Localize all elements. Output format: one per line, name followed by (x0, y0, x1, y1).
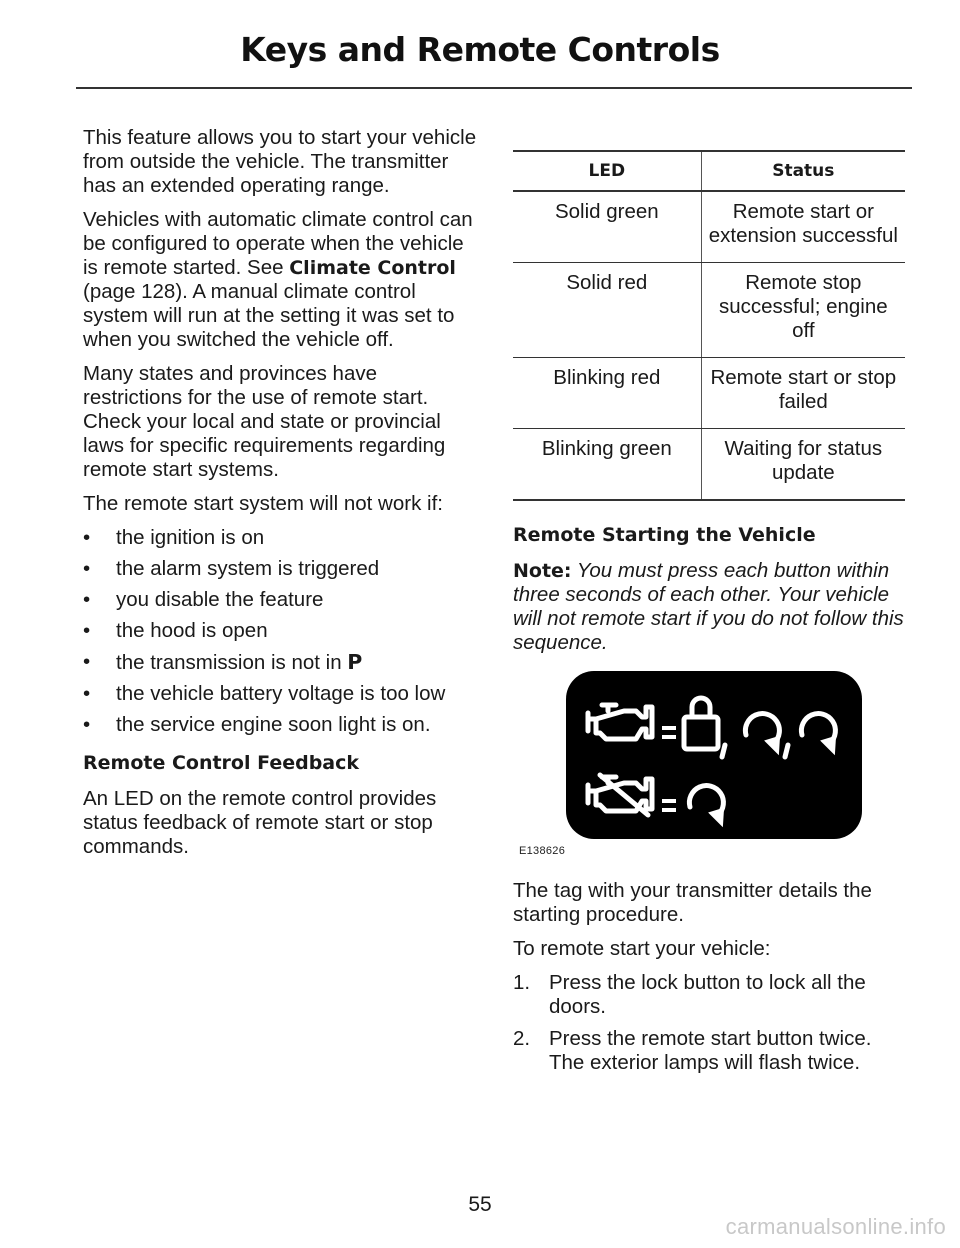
bullet-marker: • (83, 650, 91, 673)
bullet-marker: • (83, 526, 91, 549)
comma-separator (785, 745, 788, 757)
step-number: 1. (513, 971, 531, 994)
lock-icon (684, 698, 718, 749)
list-item-text: you disable the feature (116, 588, 324, 611)
step-text: Press the lock button to lock all the doors. (549, 971, 866, 1018)
list-item (83, 619, 478, 643)
led-cell: Solid green (513, 191, 701, 263)
bullet-marker: • (83, 619, 91, 642)
conditions-intro: The remote start system will not work if: (83, 492, 443, 515)
list-item-text: the ignition is on (116, 526, 265, 549)
equals-sign (662, 728, 676, 737)
park-gear-label: P (347, 650, 363, 674)
climate-control-link[interactable]: Climate Control (289, 257, 456, 279)
status-cell: Remote start or stop failed (701, 358, 905, 429)
status-cell: Waiting for status update (701, 429, 905, 501)
watermark: carmanualsonline.info (725, 1214, 946, 1239)
procedure-steps (513, 971, 908, 1075)
step-text: Press the remote start button twice. The exterior lamps will flash twice. (549, 1027, 872, 1074)
list-item (83, 682, 478, 706)
engine-off-icon (588, 775, 652, 815)
list-item-text: the alarm system is triggered (116, 557, 380, 580)
led-cell: Solid red (513, 263, 701, 358)
table-row (513, 191, 905, 263)
remote-start-icon (689, 786, 723, 825)
right-column (513, 150, 908, 1083)
procedure-intro: To remote start your vehicle: (513, 937, 771, 960)
bullet-marker: • (83, 713, 91, 736)
section-heading-feedback: Remote Control Feedback (83, 752, 360, 774)
conditions-list (83, 526, 478, 737)
step-item (513, 1027, 908, 1075)
led-cell: Blinking red (513, 358, 701, 429)
page-number: 55 (468, 1193, 492, 1216)
column-header-status: Status (701, 151, 905, 191)
table-row (513, 263, 905, 358)
note-label: Note: (513, 560, 572, 582)
climate-text-before: Vehicles with automatic climate control can be configured to operate when the vehicle is remote started. See (83, 208, 473, 279)
figure-id: E138626 (519, 845, 566, 857)
table-row (513, 358, 905, 429)
led-status-table (513, 150, 905, 501)
step-item (513, 971, 908, 1019)
bullet-marker: • (83, 588, 91, 611)
comma-separator (722, 745, 725, 757)
intro-paragraph: This feature allows you to start your vehicle from outside the vehicle. The transmitter has an extended operating range. (83, 126, 477, 197)
tag-paragraph: The tag with your transmitter details the starting procedure. (513, 879, 872, 926)
status-cell: Remote stop successful; engine off (701, 263, 905, 358)
bullet-marker: • (83, 682, 91, 705)
list-item-text: the service engine soon light is on. (116, 713, 431, 736)
list-item (83, 713, 478, 737)
step-number: 2. (513, 1027, 531, 1050)
feedback-paragraph: An LED on the remote control provides status feedback of remote start or stop commands. (83, 787, 437, 858)
restrictions-paragraph: Many states and provinces have restrictions for the use of remote start. Check your local and state or provincial laws for specific requirements regarding remote start systems. (83, 362, 446, 481)
list-item-text: the hood is open (116, 619, 268, 642)
remote-start-icon (745, 714, 779, 753)
figure-illustration (566, 671, 862, 839)
status-cell: Remote start or extension successful (701, 191, 905, 263)
list-item-text: the transmission is not in (116, 651, 348, 674)
list-item (83, 557, 478, 581)
note-text: You must press each button within three seconds of each other. Your vehicle will not remote start if you do not follow this sequence. (513, 559, 904, 654)
list-item (83, 650, 478, 675)
engine-icon (588, 705, 652, 739)
bullet-marker: • (83, 557, 91, 580)
led-cell: Blinking green (513, 429, 701, 501)
table-header-row (513, 151, 905, 191)
climate-paragraph (83, 208, 478, 352)
section-heading-remote-starting: Remote Starting the Vehicle (513, 524, 816, 546)
equals-sign (662, 801, 676, 810)
page-title: Keys and Remote Controls (240, 30, 720, 69)
remote-start-sequence-figure (566, 671, 862, 839)
column-header-led: LED (513, 151, 701, 191)
list-item (83, 526, 478, 550)
list-item-text: the vehicle battery voltage is too low (116, 682, 446, 705)
title-divider (76, 87, 912, 89)
left-column (83, 126, 478, 869)
table-row (513, 429, 905, 501)
climate-text-after: (page 128). A manual climate control system will run at the setting it was set to when you switched the vehicle off. (83, 280, 455, 351)
remote-start-icon (801, 714, 835, 753)
list-item (83, 588, 478, 612)
note-paragraph (513, 559, 908, 655)
